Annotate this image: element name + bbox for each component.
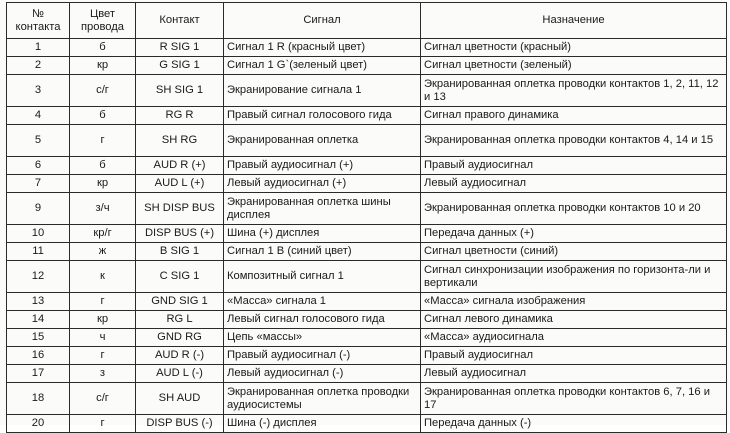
contact-number-cell: 9 bbox=[7, 193, 70, 225]
wire-color-cell: кр bbox=[70, 57, 136, 75]
purpose-cell: Экранированная оплетка проводки контактов 4, 14 и 15 bbox=[421, 125, 727, 157]
table-row bbox=[7, 125, 727, 157]
signal-cell: Экранированная оплетка bbox=[224, 125, 421, 157]
contact-number-cell: 4 bbox=[7, 107, 70, 125]
contact-number-cell: 10 bbox=[7, 225, 70, 243]
table-row bbox=[7, 347, 727, 365]
purpose-cell: Сигнал цветности (красный) bbox=[421, 39, 727, 57]
purpose-cell: Экранированная оплетка проводки контактов 10 и 20 bbox=[421, 193, 727, 225]
table-header-row bbox=[7, 3, 727, 39]
purpose-cell: Левый аудиосигнал bbox=[421, 365, 727, 383]
table-row bbox=[7, 39, 727, 57]
purpose-cell: «Масса» сигнала изображения bbox=[421, 293, 727, 311]
signal-cell: Левый сигнал голосового гида bbox=[224, 311, 421, 329]
signal-cell: Экранирование сигнала 1 bbox=[224, 75, 421, 107]
contact-cell: AUD L (-) bbox=[136, 365, 224, 383]
contact-number-cell: 13 bbox=[7, 293, 70, 311]
contact-number-cell: 14 bbox=[7, 311, 70, 329]
wire-color-cell: г bbox=[70, 125, 136, 157]
signal-cell: Правый сигнал голосового гида bbox=[224, 107, 421, 125]
purpose-cell: Сигнал синхронизации изображения по горизонта-ли и вертикали bbox=[421, 261, 727, 293]
purpose-cell: Экранированная оплетка проводки контактов 6, 7, 16 и 17 bbox=[421, 383, 727, 415]
table-row bbox=[7, 75, 727, 107]
contact-cell: AUD R (-) bbox=[136, 347, 224, 365]
signal-cell: Сигнал 1 R (красный цвет) bbox=[224, 39, 421, 57]
header-wire-color: Цвет провода bbox=[70, 3, 136, 39]
contact-cell: RG R bbox=[136, 107, 224, 125]
signal-cell: Экранированная оплетка проводки аудиосистемы bbox=[224, 383, 421, 415]
wire-color-cell: б bbox=[70, 39, 136, 57]
purpose-cell: Передача данных (+) bbox=[421, 225, 727, 243]
wire-color-cell: г bbox=[70, 293, 136, 311]
wire-color-cell: б bbox=[70, 107, 136, 125]
contact-number-cell: 2 bbox=[7, 57, 70, 75]
purpose-cell: Сигнал цветности (зеленый) bbox=[421, 57, 727, 75]
wire-color-cell: з/ч bbox=[70, 193, 136, 225]
table-row bbox=[7, 157, 727, 175]
signal-cell: Сигнал 1 G`(зеленый цвет) bbox=[224, 57, 421, 75]
wire-color-cell: г bbox=[70, 415, 136, 433]
table-row bbox=[7, 243, 727, 261]
contact-number-cell: 3 bbox=[7, 75, 70, 107]
table-row bbox=[7, 107, 727, 125]
wire-color-cell: к bbox=[70, 261, 136, 293]
table-body bbox=[7, 39, 727, 433]
contact-number-cell: 6 bbox=[7, 157, 70, 175]
contact-cell: DISP BUS (-) bbox=[136, 415, 224, 433]
purpose-cell: Сигнал левого динамика bbox=[421, 311, 727, 329]
wire-color-cell: б bbox=[70, 157, 136, 175]
signal-cell: Экранированная оплетка шины дисплея bbox=[224, 193, 421, 225]
purpose-cell: Сигнал правого динамика bbox=[421, 107, 727, 125]
signal-cell: Композитный сигнал 1 bbox=[224, 261, 421, 293]
purpose-cell: Экранированная оплетка проводки контактов 1, 2, 11, 12 и 13 bbox=[421, 75, 727, 107]
wire-color-cell: ж bbox=[70, 243, 136, 261]
table-row bbox=[7, 365, 727, 383]
contact-cell: AUD R (+) bbox=[136, 157, 224, 175]
wire-color-cell: ч bbox=[70, 329, 136, 347]
contact-cell: SH SIG 1 bbox=[136, 75, 224, 107]
header-signal: Сигнал bbox=[224, 3, 421, 39]
table-row bbox=[7, 175, 727, 193]
header-contact: Контакт bbox=[136, 3, 224, 39]
contact-cell: R SIG 1 bbox=[136, 39, 224, 57]
table-row bbox=[7, 311, 727, 329]
table-row bbox=[7, 261, 727, 293]
purpose-cell: Передача данных (-) bbox=[421, 415, 727, 433]
contact-cell: SH AUD bbox=[136, 383, 224, 415]
contact-cell: SH DISP BUS bbox=[136, 193, 224, 225]
signal-cell: Сигнал 1 B (синий цвет) bbox=[224, 243, 421, 261]
table-row bbox=[7, 57, 727, 75]
contact-number-cell: 20 bbox=[7, 415, 70, 433]
wire-color-cell: кр bbox=[70, 175, 136, 193]
signal-cell: Шина (+) дисплея bbox=[224, 225, 421, 243]
contact-number-cell: 12 bbox=[7, 261, 70, 293]
wire-color-cell: з bbox=[70, 365, 136, 383]
wire-color-cell: с/г bbox=[70, 383, 136, 415]
contact-cell: AUD L (+) bbox=[136, 175, 224, 193]
contact-cell: G SIG 1 bbox=[136, 57, 224, 75]
header-purpose: Назначение bbox=[421, 3, 727, 39]
contact-cell: B SIG 1 bbox=[136, 243, 224, 261]
table-row bbox=[7, 383, 727, 415]
contact-number-cell: 5 bbox=[7, 125, 70, 157]
table-row bbox=[7, 193, 727, 225]
purpose-cell: Сигнал цветности (синий) bbox=[421, 243, 727, 261]
contact-cell: GND SIG 1 bbox=[136, 293, 224, 311]
contact-number-cell: 17 bbox=[7, 365, 70, 383]
contact-number-cell: 16 bbox=[7, 347, 70, 365]
contact-cell: C SIG 1 bbox=[136, 261, 224, 293]
contact-cell: DISP BUS (+) bbox=[136, 225, 224, 243]
header-contact-number: № контакта bbox=[7, 3, 70, 39]
contact-cell: GND RG bbox=[136, 329, 224, 347]
contact-number-cell: 7 bbox=[7, 175, 70, 193]
wire-color-cell: кр/г bbox=[70, 225, 136, 243]
purpose-cell: Правый аудиосигнал bbox=[421, 157, 727, 175]
contact-number-cell: 18 bbox=[7, 383, 70, 415]
signal-cell: Левый аудиосигнал (+) bbox=[224, 175, 421, 193]
contact-number-cell: 1 bbox=[7, 39, 70, 57]
contact-number-cell: 11 bbox=[7, 243, 70, 261]
signal-cell: Правый аудиосигнал (-) bbox=[224, 347, 421, 365]
wire-color-cell: с/г bbox=[70, 75, 136, 107]
wire-color-cell: кр bbox=[70, 311, 136, 329]
contact-cell: RG L bbox=[136, 311, 224, 329]
signal-cell: Цепь «массы» bbox=[224, 329, 421, 347]
purpose-cell: Левый аудиосигнал bbox=[421, 175, 727, 193]
table-row bbox=[7, 415, 727, 433]
contact-cell: SH RG bbox=[136, 125, 224, 157]
signal-cell: Шина (-) дисплея bbox=[224, 415, 421, 433]
wire-color-cell: г bbox=[70, 347, 136, 365]
contact-number-cell: 15 bbox=[7, 329, 70, 347]
purpose-cell: Правый аудиосигнал bbox=[421, 347, 727, 365]
signal-cell: «Масса» сигнала 1 bbox=[224, 293, 421, 311]
table-row bbox=[7, 225, 727, 243]
connector-pinout-table bbox=[6, 2, 727, 433]
table-row bbox=[7, 293, 727, 311]
table-row bbox=[7, 329, 727, 347]
signal-cell: Правый аудиосигнал (+) bbox=[224, 157, 421, 175]
signal-cell: Левый аудиосигнал (-) bbox=[224, 365, 421, 383]
purpose-cell: «Масса» аудиосигнала bbox=[421, 329, 727, 347]
